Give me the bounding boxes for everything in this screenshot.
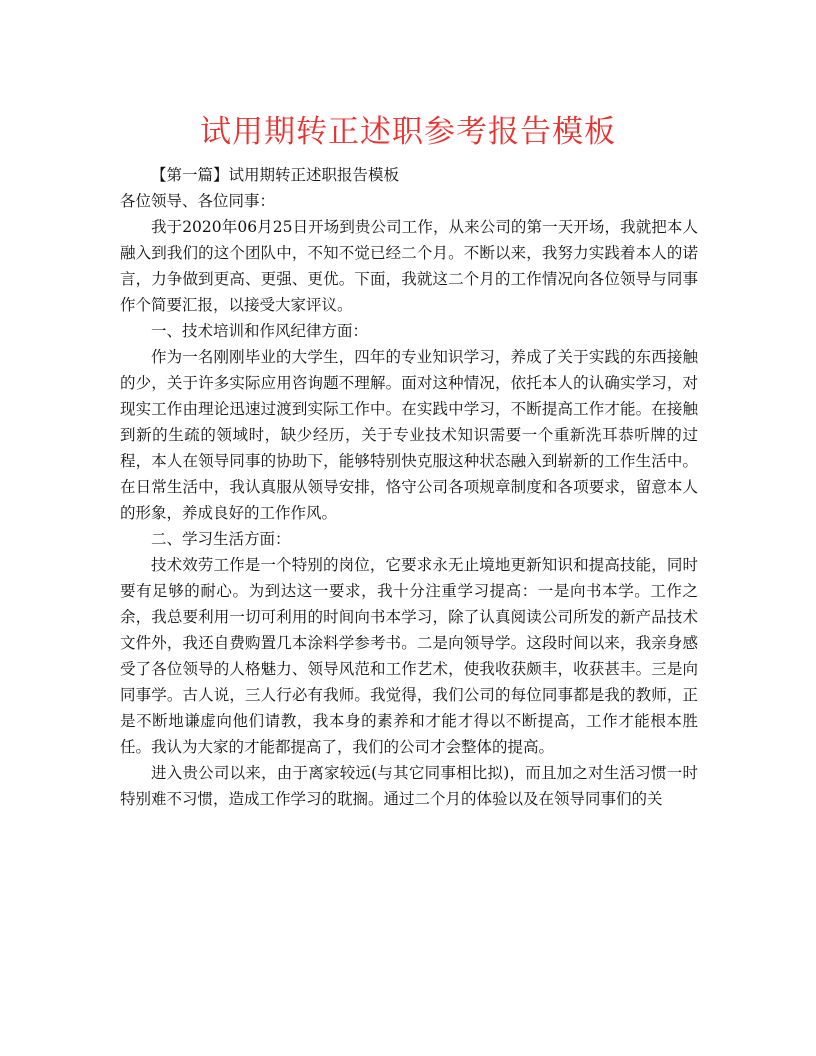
section-1-body: 作为一名刚刚毕业的大学生，四年的专业知识学习，养成了关于实践的东西接触的少，关于许多实际应用咨询题不理解。面对这种情况，依托本人的认确实学习，对现实工作由理论迅速过渡到实际工作中。在实践中学习，不断提高工作才能。在接触到新的生疏的领域时，缺少经历，关于专业技术知识需要一个重新洗耳恭听牌的过程，本人在领导同事的协助下，能够特别快克服这种状态融入到崭新的工作生活中。在日常生活中，我认真服从领导安排，恪守公司各项规章制度和各项要求，留意本人的形象，养成良好的工作作风。: [120, 348, 698, 522]
subheading: 【第一篇】试用期转正述职报告模板: [151, 166, 400, 184]
document-body: [120, 162, 698, 812]
document-title: 试用期转正述职参考报告模板: [200, 114, 616, 150]
section-1-heading: 一、技术培训和作风纪律方面：: [151, 322, 369, 340]
paragraph-intro: 我于2020年06月25日开场到贵公司工作，从来公司的第一天开场，我就把本人融入到我们的这个团队中，不知不觉已经二个月。不断以来，我努力实践着本人的诺言，力争做到更高、更强、更优。下面，我就这二个月的工作情况向各位领导与同事作个简要汇报，以接受大家评议。: [120, 218, 698, 314]
section-2-body: 技术效劳工作是一个特别的岗位，它要求永无止境地更新知识和提高技能，同时要有足够的耐心。为到达这一要求，我十分注重学习提高：一是向书本学。工作之余，我总要利用一切可利用的时间向书本学习，除了认真阅读公司所发的新产品技术文件外，我还自费购置几本涂料学参考书。二是向领导学。这段时间以来，我亲身感受了各位领导的人格魅力、领导风范和工作艺术，使我收获颇丰，收获甚丰。三是向同事学。古人说，三人行必有我师。我觉得，我们公司的每位同事都是我的教师，正是不断地谦虚向他们请教，我本身的素养和才能才得以不断提高，工作才能根本胜任。我认为大家的才能都提高了，我们的公司才会整体的提高。: [120, 556, 698, 756]
paragraph-closing: 进入贵公司以来，由于离家较远(与其它同事相比拟)，而且加之对生活习惯一时特别难不习惯，造成工作学习的耽搁。通过二个月的体验以及在领导同事们的关: [120, 764, 698, 808]
salutation: 各位领导、各位同事：: [120, 192, 276, 210]
section-2-heading: 二、学习生活方面：: [151, 530, 291, 548]
